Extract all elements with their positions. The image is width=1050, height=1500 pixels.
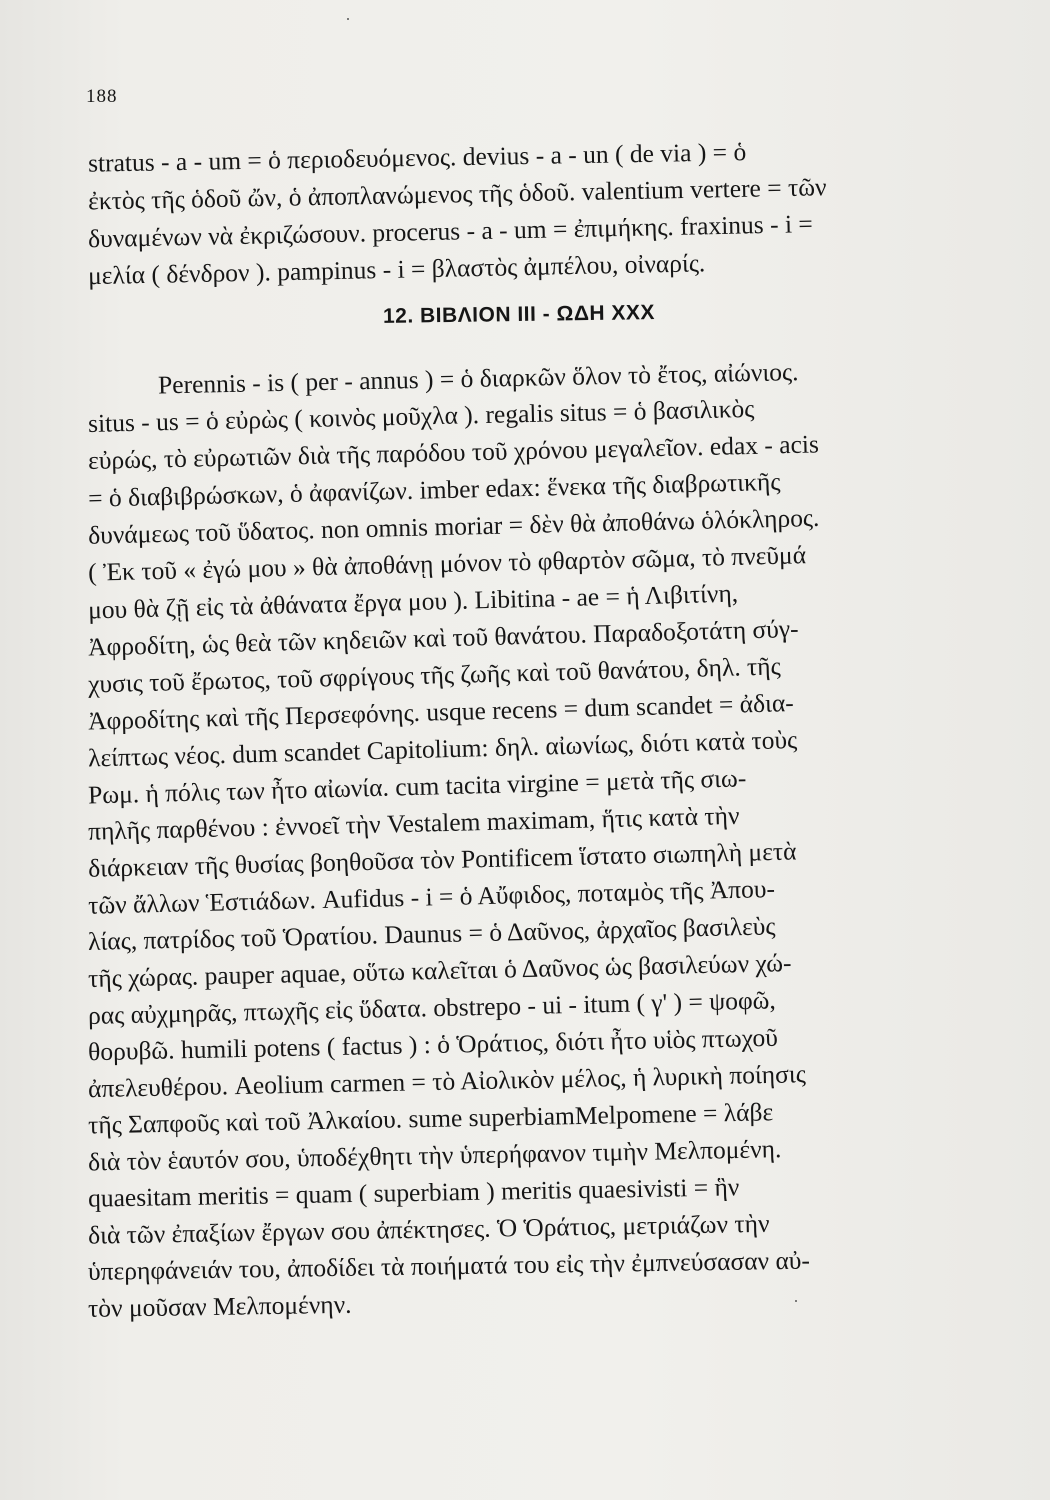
text-line: Ἀφροδίτης καὶ τῆς Περσεφόνης. usque recens = dum scandet = ἀδια-	[87, 688, 795, 736]
text-line: quaesitam meritis = quam ( superbiam ) meritis quaesivisti = ἣν	[87, 1172, 740, 1213]
text-line: Ρωμ. ἡ πόλις των ἦτο αἰωνία. cum tacita virgine = μετὰ τῆς σιω-	[87, 763, 747, 810]
speck-mark	[347, 18, 349, 20]
text-line: ρας αὐχμηρᾶς, πτωχῆς εἰς ὕδατα. obstrepo - ui - itum ( γ' ) = ψοφῶ,	[87, 985, 777, 1030]
text-line: εὐρώς, τὸ εὐρωτιῶν διὰ τῆς παρόδου τοῦ χρόνου μεγαλεῖον. edax - acis	[87, 429, 820, 475]
text-line: χυσις τοῦ ἔρωτος, τοῦ σφρίγους τῆς ζωῆς καὶ τοῦ θανάτου, δηλ. τῆς	[87, 651, 782, 699]
text-line: Ἀφροδίτη, ὡς θεὰ τῶν κηδειῶν καὶ τοῦ θανάτου. Παραδοξοτάτη σύγ-	[87, 613, 799, 662]
text-line: τῆς Σαπφοῦς καὶ τοῦ Ἀλκαίου. sume superbiamMelpomene = λάβε	[87, 1097, 774, 1140]
text-line: διὰ τῶν ἐπαξίων ἔργων σου ἀπέκτησες. Ὁ Ὁράτιος, μετριάζων τὴν	[87, 1208, 770, 1250]
text-line: μου θὰ ζῇ εἰς τὰ ἀθάνατα ἔργα μου ). Libitina - ae = ἡ Λιβιτίνη,	[87, 578, 739, 625]
text-line: Perennis - is ( per - annus ) = ὁ διαρκῶν ὅλον τὸ ἔτος, αἰώνιος.	[157, 357, 799, 400]
text-line: πηλῆς παρθένου : ἐννοεῖ τὴν Vestalem maximam, ἥτις κατὰ τὴν	[87, 800, 740, 846]
text-line: ἀπελευθέρου. Aeolium carmen = τὸ Αἰολικὸν μέλος, ἡ λυρικὴ ποίησις	[87, 1059, 807, 1104]
speck-mark	[795, 1300, 797, 1302]
text-line: διάρκειαν τῆς θυσίας βοηθοῦσα τὸν Pontificem ἵστατο σιωπηλὴ μετὰ	[87, 836, 797, 883]
text-line: τῆς χώρας. pauper aquae, οὕτω καλεῖται ὁ Δαῦνος ὡς βασιλεύων χώ-	[87, 948, 792, 993]
text-line: θορυβῶ. humili potens ( factus ) : ὁ Ὁράτιος, διότι ἦτο υἱὸς πτωχοῦ	[87, 1022, 779, 1067]
text-line: λείπτως νέος. dum scandet Capitolium: δηλ. αἰωνίως, διότι κατὰ τοὺς	[87, 724, 798, 773]
text-line: λίας, πατρίδος τοῦ Ὁρατίου. Daunus = ὁ Δαῦνος, ἀρχαῖος βασιλεὺς	[87, 911, 776, 956]
page-number: 188	[86, 86, 118, 107]
text-line: διὰ τὸν ἑαυτόν σου, ὑποδέχθητι τὴν ὑπερήφανον τιμὴν Μελπομένη.	[87, 1134, 782, 1177]
text-line: stratus - a - um = ὁ περιοδευόμενος. devius - a - un ( de via ) = ὁ	[87, 137, 747, 178]
text-line: ( Ἐκ τοῦ « ἐγώ μου » θὰ ἀποθάνῃ μόνον τὸ φθαρτὸν σῶμα, τὸ πνεῦμά	[87, 540, 807, 587]
text-line: δυνάμεως τοῦ ὕδατος. non omnis moriar = δὲν θὰ ἀποθάνω ὁλόκληρος.	[87, 502, 820, 550]
text-line: τὸν μοῦσαν Μελπομένην.	[87, 1289, 352, 1323]
text-line: ἐκτὸς τῆς ὁδοῦ ὤν, ὁ ἀποπλανώμενος τῆς ὁδοῦ. valentium vertere = τῶν	[87, 172, 827, 216]
text-line: ὑπερηφάνειάν του, ἀποδίδει τὰ ποιήματά του εἰς τὴν ἐμπνεύσασαν αὐ-	[87, 1245, 811, 1286]
text-line: situs - us = ὁ εὐρὼς ( κοινὸς μοῦχλα ). regalis situs = ὁ βασιλικὸς	[87, 393, 755, 438]
text-line: = ὁ διαβιβρώσκων, ὁ ἀφανίζων. imber edax: ἕνεκα τῆς διαβρωτικῆς	[87, 466, 781, 513]
text-line: δυναμένων νὰ ἐκριζώσουν. procerus - a - um = ἐπιμήκης. fraxinus - i =	[87, 209, 814, 254]
section-heading: 12. ΒΙΒΛΙΟΝ III - ΩΔΗ XXX	[382, 301, 656, 328]
text-line: τῶν ἄλλων Ἑστιάδων. Aufidus - i = ὁ Αὔφιδος, ποταμὸς τῆς Ἀπου-	[87, 873, 776, 920]
text-line: μελία ( δένδρον ). pampinus - i = βλαστὸς ἀμπέλου, οἰναρίς.	[87, 248, 706, 291]
